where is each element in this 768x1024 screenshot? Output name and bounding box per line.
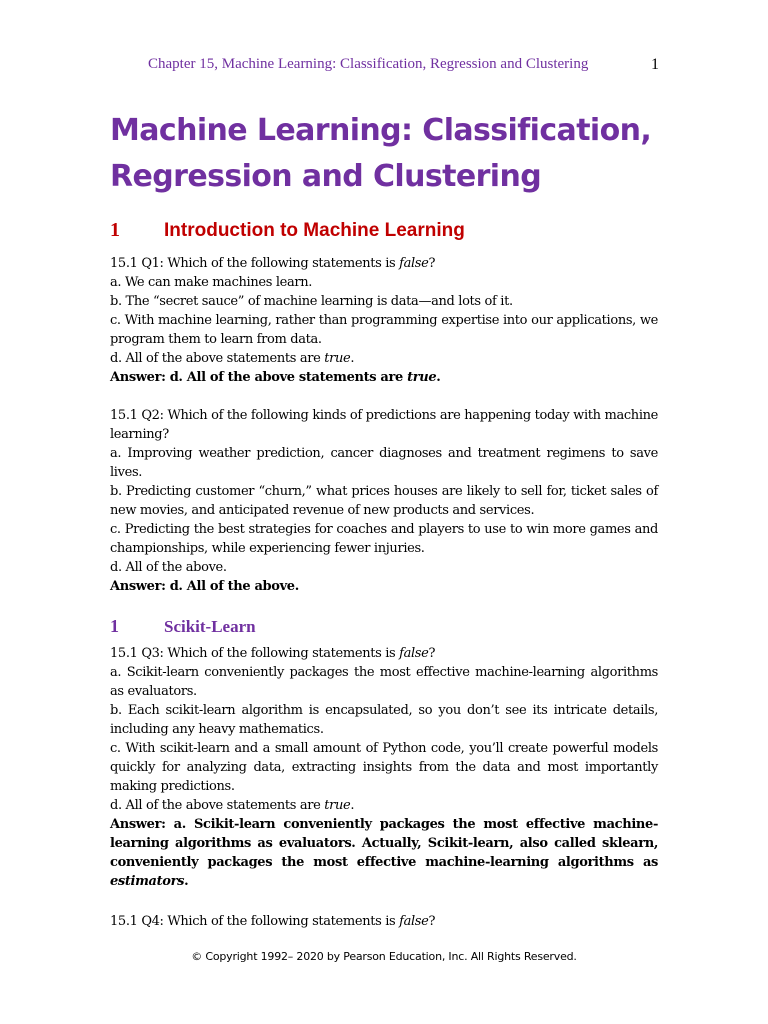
answer: Answer: a. Scikit-learn conveniently packages the most effective machine-learning algorithms as evaluators. Actually, Scikit-learn, also called sklearn, conveniently packages the most effective machine-learning algorithms as estimators.	[110, 817, 658, 889]
page-number: 1	[651, 56, 659, 73]
emphasis: true	[324, 351, 351, 366]
option-a: a. We can make machines learn.	[110, 275, 313, 290]
question-prompt: 15.1 Q3: Which of the following statements is false?	[110, 646, 436, 661]
section-title: Scikit-Learn	[164, 617, 256, 636]
question-q3	[110, 644, 658, 891]
option-d: d. All of the above.	[110, 560, 227, 575]
emphasis: true	[324, 798, 351, 813]
option-d: d. All of the above statements are true.	[110, 351, 355, 366]
question-q4	[110, 912, 658, 931]
section-heading-scikit	[110, 616, 658, 637]
emphasis: false	[399, 646, 429, 661]
copyright-footer: © Copyright 1992– 2020 by Pearson Education, Inc. All Rights Reserved.	[191, 950, 577, 963]
option-a: a. Scikit-learn conveniently packages the most effective machine-learning algorithms as evaluators.	[110, 665, 658, 699]
emphasis: estimators	[110, 874, 185, 889]
section-title: Introduction to Machine Learning	[164, 220, 465, 241]
emphasis: false	[399, 914, 429, 929]
option-b: b. Each scikit-learn algorithm is encapsulated, so you don’t see its intricate details, including any heavy mathematics.	[110, 703, 658, 737]
answer: Answer: d. All of the above statements are true.	[110, 370, 441, 385]
running-header: Chapter 15, Machine Learning: Classification, Regression and Clustering	[148, 56, 589, 72]
option-c: c. With machine learning, rather than programming expertise into our applications, we program them to learn from data.	[110, 313, 658, 347]
section-heading-intro	[110, 219, 658, 242]
section-number: 1	[110, 219, 120, 241]
option-a: a. Improving weather prediction, cancer diagnoses and treatment regimens to save lives.	[110, 446, 658, 480]
option-b: b. Predicting customer “churn,” what prices houses are likely to sell for, ticket sales of new movies, and anticipated revenue of new products and services.	[110, 484, 658, 518]
section-number: 1	[110, 616, 119, 636]
option-d: d. All of the above statements are true.	[110, 798, 355, 813]
answer: Answer: d. All of the above.	[110, 579, 299, 594]
question-prompt: 15.1 Q2: Which of the following kinds of predictions are happening today with machine learning?	[110, 408, 658, 442]
option-c: c. Predicting the best strategies for coaches and players to use to win more games and championships, while experiencing fewer injuries.	[110, 522, 658, 556]
question-prompt: 15.1 Q4: Which of the following statements is false?	[110, 914, 436, 929]
emphasis: true	[407, 370, 437, 385]
question-q2	[110, 406, 658, 596]
emphasis: false	[399, 256, 429, 271]
option-c: c. With scikit-learn and a small amount of Python code, you’ll create powerful models quickly for analyzing data, extracting insights from the data and most importantly making predictions.	[110, 741, 658, 794]
option-b: b. The “secret sauce” of machine learning is data—and lots of it.	[110, 294, 513, 309]
document-title: Machine Learning: Classification, Regression and Clustering	[110, 113, 652, 194]
question-prompt: 15.1 Q1: Which of the following statements is false?	[110, 256, 436, 271]
question-q1	[110, 254, 658, 387]
